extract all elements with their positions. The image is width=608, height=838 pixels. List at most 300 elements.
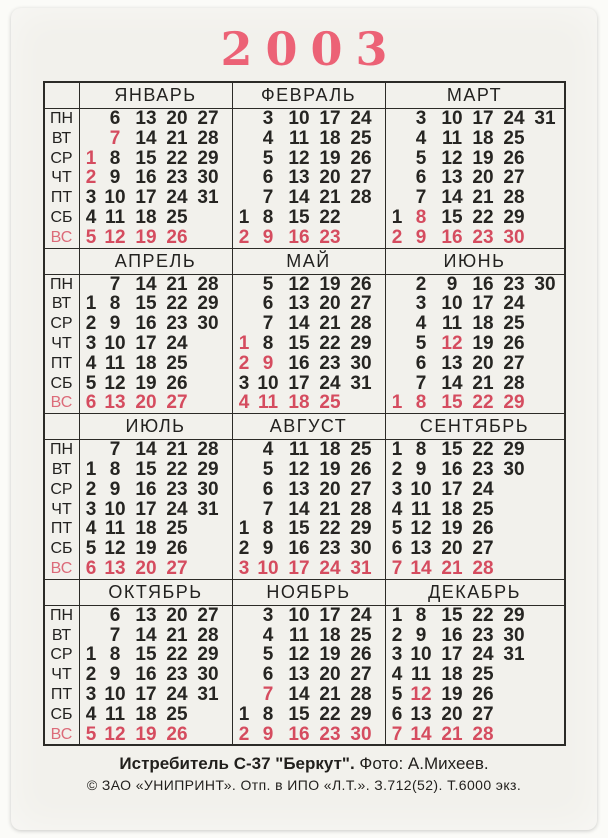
date-cell: 26 [350,273,372,295]
date-cell: 24 [166,498,188,520]
corner-cell [45,249,79,274]
date-cell [499,705,530,725]
caption-bold-text: Истребитель С-37 "Беркут". [119,754,355,774]
month-name: СЕНТЯБРЬ [385,414,564,439]
date-cell: 29 [197,458,219,480]
date-cell: 23 [166,478,188,500]
date-cell: 30 [197,167,219,189]
date-cell: 24 [166,332,188,354]
date-cell: 16 [135,664,157,686]
date-cell: 29 [503,392,525,414]
date-cell: 9 [262,352,274,374]
day-label: ВС [50,559,73,577]
date-cell: 29 [350,703,372,725]
day-label: ПН [49,441,74,459]
date-cell: 21 [319,187,341,209]
date-cell [530,354,561,374]
date-cell: 3 [262,604,274,626]
date-cell: 27 [350,664,372,686]
date-cell: 30 [197,313,219,335]
date-cell: 16 [135,313,157,335]
date-cell [193,393,224,413]
month-grid [232,109,385,248]
date-cell: 4 [415,313,427,335]
date-cell: 2 [238,226,250,248]
date-cell: 13 [288,293,310,315]
date-cell: 29 [503,206,525,228]
date-cell [530,393,561,413]
date-cell [236,168,253,188]
week-row [233,539,385,559]
date-cell: 14 [410,723,432,745]
day-label: ВТ [51,295,72,313]
date-cell: 29 [350,518,372,540]
date-cell: 19 [319,273,341,295]
date-cell: 12 [441,332,463,354]
date-cell: 1 [391,439,403,461]
date-cell [499,500,530,520]
date-cell: 28 [472,723,494,745]
date-cell: 21 [166,127,188,149]
week-row [386,149,564,169]
date-cell: 9 [446,273,458,295]
date-cell: 20 [441,703,463,725]
date-cell: 22 [319,518,341,540]
date-cell: 3 [85,332,97,354]
date-cell: 5 [85,538,97,560]
date-cell: 26 [166,723,188,745]
date-cell: 26 [503,332,525,354]
day-label: ВС [50,228,73,246]
date-cell: 1 [85,644,97,666]
date-cell: 24 [472,644,494,666]
date-cell: 26 [166,372,188,394]
date-cell: 7 [391,723,403,745]
date-cell: 12 [441,147,463,169]
day-label: ПН [49,606,74,624]
day-label: ЧТ [51,169,72,187]
week-row [80,539,232,559]
month-name: ОКТЯБРЬ [79,580,232,605]
date-cell: 29 [503,604,525,626]
date-cell: 3 [391,644,403,666]
week-row [386,519,564,539]
date-cell: 15 [441,439,463,461]
week-row [233,208,385,228]
week-row [386,626,564,646]
date-cell: 23 [472,624,494,646]
date-cell: 20 [319,664,341,686]
week-row [80,559,232,579]
week-row [386,685,564,705]
month-name: МАРТ [385,83,564,108]
date-cell: 4 [85,352,97,374]
date-cell: 17 [441,478,463,500]
date-cell: 8 [415,392,427,414]
date-cell: 27 [503,167,525,189]
date-cell: 15 [135,644,157,666]
date-cell [236,626,253,646]
date-cell: 29 [350,332,372,354]
day-label: ВТ [51,129,72,147]
date-cell: 23 [472,226,494,248]
date-cell: 28 [197,439,219,461]
date-cell: 14 [135,127,157,149]
date-cell: 1 [238,703,250,725]
day-labels-column [45,109,79,248]
date-cell [236,149,253,169]
week-row [233,685,385,705]
date-cell: 15 [288,518,310,540]
date-cell: 11 [104,206,126,228]
corner-cell [45,83,79,108]
date-cell: 24 [166,683,188,705]
week-row [233,393,385,413]
date-cell: 6 [262,167,274,189]
date-cell: 18 [472,313,494,335]
day-label: ПТ [50,685,73,703]
date-cell: 7 [415,187,427,209]
date-cell: 20 [319,167,341,189]
date-cell: 15 [135,147,157,169]
day-label: СР [50,149,73,167]
date-cell: 4 [85,206,97,228]
date-cell: 4 [238,392,250,414]
date-cell: 28 [350,498,372,520]
date-cell: 22 [166,644,188,666]
week-row [80,685,232,705]
date-cell: 4 [262,127,274,149]
week-row [80,314,232,334]
week-row [80,149,232,169]
date-cell: 25 [350,127,372,149]
date-cell: 11 [441,313,463,335]
date-cell: 10 [104,332,126,354]
date-cell: 26 [350,458,372,480]
date-cell: 25 [166,703,188,725]
date-cell [530,208,561,228]
date-cell [389,354,406,374]
date-cell: 23 [472,458,494,480]
date-cell: 5 [415,332,427,354]
date-cell: 10 [257,557,279,579]
date-cell: 19 [319,147,341,169]
date-cell: 6 [85,392,97,414]
date-cell: 18 [319,439,341,461]
date-cell: 22 [319,206,341,228]
date-cell: 12 [288,644,310,666]
week-row [386,539,564,559]
date-cell: 7 [109,273,121,295]
date-cell: 5 [262,273,274,295]
date-cell: 7 [262,683,274,705]
date-cell [530,314,561,334]
date-cell: 29 [503,439,525,461]
date-cell: 27 [350,293,372,315]
date-cell [499,480,530,500]
date-cell [530,374,561,394]
date-cell [236,500,253,520]
date-cell: 26 [503,147,525,169]
date-cell: 16 [135,478,157,500]
photo-caption [11,754,597,774]
week-row [80,208,232,228]
date-cell: 18 [441,498,463,520]
date-cell: 2 [238,538,250,560]
date-cell [530,129,561,149]
date-cell: 16 [441,226,463,248]
date-cell [530,228,561,248]
date-cell: 1 [85,147,97,169]
date-cell: 26 [350,644,372,666]
week-row [386,480,564,500]
date-cell: 25 [350,439,372,461]
month-grid [232,440,385,579]
date-cell: 15 [135,458,157,480]
date-cell: 14 [135,273,157,295]
date-cell: 17 [135,187,157,209]
date-cell: 9 [109,313,121,335]
date-cell: 17 [135,683,157,705]
date-cell: 13 [441,167,463,189]
date-cell [83,606,100,626]
date-cell: 20 [135,557,157,579]
date-cell: 11 [410,498,432,520]
week-row [80,705,232,725]
week-row [386,168,564,188]
date-cell: 30 [503,226,525,248]
date-cell: 13 [135,604,157,626]
date-cell: 24 [319,372,341,394]
date-cell: 10 [104,683,126,705]
week-row [233,559,385,579]
week-row [233,129,385,149]
week-row [233,626,385,646]
date-cell: 4 [85,703,97,725]
date-cell: 6 [415,352,427,374]
date-cell: 11 [288,127,310,149]
date-cell: 7 [415,372,427,394]
date-cell: 2 [85,167,97,189]
date-cell [236,665,253,685]
date-cell [193,374,224,394]
date-cell: 2 [85,313,97,335]
date-cell [530,168,561,188]
date-cell: 11 [410,664,432,686]
date-cell: 25 [166,352,188,374]
day-label: ПН [49,110,74,127]
date-cell: 5 [262,644,274,666]
day-label: ВТ [51,460,72,478]
week-row [80,168,232,188]
date-cell: 28 [503,372,525,394]
date-cell: 14 [135,439,157,461]
date-cell [530,149,561,169]
date-cell: 13 [288,664,310,686]
date-cell [83,129,100,149]
date-cell [530,334,561,354]
date-cell: 27 [503,352,525,374]
date-cell: 22 [166,458,188,480]
date-cell: 15 [288,703,310,725]
date-cell: 20 [441,538,463,560]
date-cell: 22 [319,703,341,725]
date-cell: 2 [391,458,403,480]
week-row [233,374,385,394]
date-cell: 20 [319,478,341,500]
date-cell: 19 [319,644,341,666]
month-grid [385,606,564,745]
date-cell: 3 [262,108,274,129]
quarter-section [45,579,564,745]
date-cell: 9 [109,167,121,189]
day-labels-column [45,440,79,579]
date-cell: 9 [109,478,121,500]
date-cell [236,606,253,626]
date-cell: 12 [104,723,126,745]
date-cell: 6 [109,108,121,129]
date-cell [193,725,224,745]
date-cell: 26 [350,147,372,169]
week-row [386,665,564,685]
date-cell: 18 [319,624,341,646]
date-cell: 14 [288,313,310,335]
week-row [80,440,232,460]
date-cell: 25 [472,498,494,520]
week-row [80,500,232,520]
date-cell: 10 [104,187,126,209]
date-cell [193,539,224,559]
date-cell: 10 [288,108,310,129]
date-cell: 20 [166,108,188,129]
date-cell [83,440,100,460]
date-cell: 28 [503,187,525,209]
date-cell: 22 [472,206,494,228]
date-cell: 17 [472,108,494,129]
date-cell: 31 [197,498,219,520]
date-cell [499,725,530,745]
date-cell: 14 [441,372,463,394]
date-cell: 30 [350,538,372,560]
date-cell: 1 [238,518,250,540]
quarter-section [45,83,564,248]
date-cell: 30 [350,352,372,374]
date-cell: 24 [166,187,188,209]
week-row [80,480,232,500]
date-cell: 13 [288,167,310,189]
month-grid [79,440,232,579]
corner-cell [45,580,79,605]
date-cell [346,393,377,413]
date-cell: 28 [197,127,219,149]
date-cell [236,460,253,480]
date-cell: 14 [288,683,310,705]
day-label: СР [50,315,73,333]
date-cell [389,334,406,354]
date-cell: 23 [319,723,341,745]
date-cell: 17 [135,498,157,520]
date-cell: 2 [391,624,403,646]
date-cell [193,559,224,579]
date-cell: 9 [415,624,427,646]
date-cell: 21 [166,624,188,646]
date-cell [389,168,406,188]
date-cell: 22 [166,293,188,315]
day-label: СБ [50,540,73,558]
day-label: ПН [49,275,74,293]
date-cell: 3 [238,372,250,394]
date-cell: 27 [197,108,219,129]
date-cell: 18 [135,518,157,540]
week-row [386,393,564,413]
date-cell: 7 [109,624,121,646]
week-row [386,500,564,520]
week-row [80,109,232,129]
date-cell: 1 [391,206,403,228]
date-cell: 23 [166,313,188,335]
date-cell [236,109,253,129]
date-cell: 24 [350,108,372,129]
day-label: ВТ [51,626,72,644]
week-row [386,705,564,725]
date-cell [346,208,377,228]
week-row [233,500,385,520]
date-cell [389,374,406,394]
date-cell: 27 [166,392,188,414]
date-cell: 2 [415,273,427,295]
date-cell: 12 [104,538,126,560]
week-row [233,314,385,334]
date-cell: 24 [472,478,494,500]
date-cell: 14 [288,187,310,209]
week-row [386,208,564,228]
date-cell: 17 [472,293,494,315]
month-grid [385,275,564,414]
date-cell: 19 [441,683,463,705]
date-cell: 8 [109,147,121,169]
date-cell: 23 [319,538,341,560]
date-cell [83,275,100,295]
date-cell [499,519,530,539]
date-cell: 10 [257,372,279,394]
date-cell [83,109,100,129]
date-cell: 25 [472,664,494,686]
month-grid [232,606,385,745]
date-cell: 30 [503,624,525,646]
date-cell [530,294,561,314]
month-grid [385,109,564,248]
month-name: АПРЕЛЬ [79,249,232,274]
date-cell: 13 [104,392,126,414]
week-row [386,109,564,129]
date-cell: 13 [441,352,463,374]
date-cell: 7 [262,498,274,520]
date-cell: 15 [441,604,463,626]
date-cell: 3 [391,478,403,500]
date-cell: 21 [319,498,341,520]
week-row [233,168,385,188]
date-cell: 23 [319,352,341,374]
date-cell: 24 [503,293,525,315]
date-cell [346,228,377,248]
date-cell: 17 [135,332,157,354]
day-label: ВС [50,394,73,412]
date-cell: 19 [135,538,157,560]
date-cell: 6 [415,167,427,189]
year-title: 2003 [220,22,401,76]
date-cell: 19 [135,723,157,745]
date-cell: 12 [288,147,310,169]
